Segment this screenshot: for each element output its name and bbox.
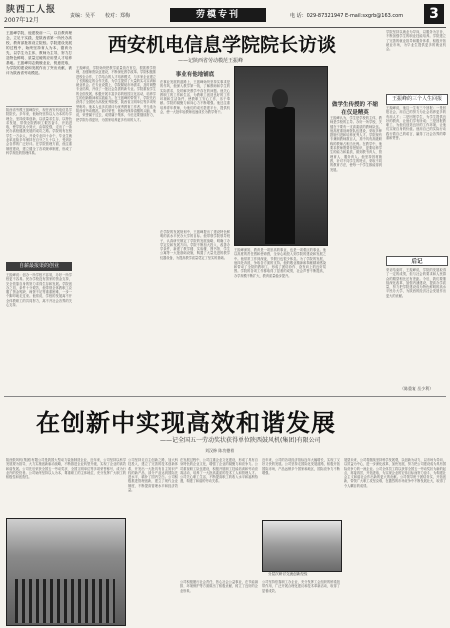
issue-date: 2007年12月 [4, 17, 39, 24]
bottom-text-col2: 公司坚持走自主创新之路，加大科技投入，建立了完善的技术创新体系，开发出一大批具有自主知识产权的新产品，部分产品达到国际先进水平，填补了国内空白。公司积极推进管理创新，建立了现代企业制度，不断提高管理水平和经济效益。 [128, 458, 178, 493]
person-figure [265, 107, 295, 244]
body-text-col3: 在事业发展的道路上，王振峰始终坚持实事求是的作风，他深入教学第一线，了解教师和学生的实际需求，及时解决教学中存在的问题。他关心教职工的工作和生活，为教职工创造良好的工作环境和生活条件，使教职工安心工作，乐于奉献。学院的凝聚力和向心力不断增强。他还注重培养青年教师，为他们的成长搭建平台，提供机会，使一大批年轻教师迅速成长为教学骨干。 [160, 80, 230, 115]
body-text-col6: 学院坚持以就业为导向，以服务为宗旨，不断加强学生的职业技能培养。学院建立了完善的就业指导和服务体系，积极开拓就业市场，为毕业生提供更多的就业机会。 [386, 30, 446, 52]
section-divider [4, 396, 446, 397]
section-heading-postscript: 后记 [386, 256, 448, 266]
photo-caption: 分层次研讨交流创新经验 [268, 572, 308, 576]
editor-info [70, 12, 140, 19]
bottom-article-subtitle: ——记全国五一劳动奖状获得单位陕西鼓风机(集团)有限公司 [160, 437, 321, 444]
article-author: （陈重复 岳少利） [400, 386, 434, 391]
bottom-text-col3b: 公司积极履行社会责任，热心社会公益事业，在节能减排、环境保护等方面做出了积极贡献，树立了良好的企业形象。 [180, 580, 258, 593]
editor: 责编：吴平 [70, 13, 96, 19]
bottom-article-byline: 刘汉修 陈功德着 [205, 448, 235, 453]
bottom-text-col3: 在发展过程中，公司注重企业文化建设，形成了具有自身特色的企业文化，增强了企业的凝聚力和竞争力。公司重视职工队伍建设，积极开展职工技能培训和劳动竞赛活动，培养了一大批高素质的技术工人和管理人才。公司关心职工生活，不断提高职工的收入水平和福利待遇，构建了和谐的劳动关系。 [180, 458, 258, 484]
page-number: 3 [424, 4, 444, 24]
body-text-col5: 王振峰认为，学生是学校的主体，教师是学校的主导。办好一所学校，关键在于要有一支高素质的教师队伍。他高度重视师资队伍建设，采取多种措施引进和培养优秀人才。学院现有专兼职教师数百人，其中具有高级职称的教师占相当比例。在教学中，他要求教师既要传授知识，更要培养学生的能力和素质，做到教书育人、管理育人、服务育人。他坚持因材施教，针对不同学生的特点，采取不同的教育方法，使每一个学生都能得到发展。 [330, 116, 382, 172]
body-text-col1b: 王振峰说：创办一所学校不容易，办好一所学校更不容易。民办学校没有国家的资金支持，完全依靠自身的努力求得生存和发展。学院创办之初，条件十分艰苦，他带领全体教职工克服了资金短缺、师资不足等重重困难，一步一个脚印地走过来。他常说，学校的发展离不开全体教职工的共同努力，离不开社会各界的关心支持。 [6, 273, 72, 308]
section-title: 劳模专刊 [170, 8, 266, 22]
bottom-text-col4b: 公司坚持依靠职工办企业，充分发挥工会组织的桥梁纽带作用，广泛开展合理化建议和技术革新活动，取得了显著成效。 [262, 580, 340, 593]
section-heading-teaching: 做学生传授的 不缩在仅是精英 [332, 102, 378, 116]
bottom-text-col1: 陕西鼓风机(集团)有限公司是我国大型动力装备制造企业，近年来，公司坚持以科学发展观为指导，大力实施创新驱动战略，不断推进企业转型升级，实现了企业的高效和谐发展。公司先后荣获全国五一劳动奖状、全国文明单位等多项荣誉称号，成为行业内的佼佼者。公司始终坚持以人为本，尊重职工的主体地位，充分发挥广大职工的积极性和创造性。 [6, 458, 126, 480]
header-rule [4, 27, 446, 28]
page-header [0, 0, 450, 34]
intro-paragraph: 王振峰学院，他建校前一二，以自教育理念，立足于实践，是陕西省第一所民办高校，教育部批准设立院校。学院建设发展的过程中，始终坚持育人为本，德育为先，以学生为主体，教师为主导，努力打造特色鲜明、质量过硬的应用型人才培养基地。王振峰同志兢兢业业，锐意进取，为学院的建设和发展作出了突出贡献，被评为陕西省劳动模范。 [6, 31, 72, 107]
factory-photo [6, 518, 126, 626]
body-text-col3b: 在学院的发展规划中，王振峰提出了建设特色鲜明的高水平民办大学的目标。他带领学院领导班子，认真研究制定了学院的发展战略，明确了办学定位和发展方向。学院不断加大投入，改善办学条件，新建了教学楼、实验楼、图书馆、学生公寓等一大批基础设施，购置了大量先进的教学仪器设备，为提高教学质量奠定了坚实的基础。 [160, 230, 230, 260]
body-text-col2: 王振峰说，学院始终把教学质量放在首位，狠抓教学管理，加强师资队伍建设，不断深化教学改革。学院积极推进校企合作，工学结合的人才培养模式，与多家企业建立了长期稳定的合作关系，为学生提供了大量的实习实训和就业机会。在专业设置上，学院紧贴市场需求，及时调整专业结构，开设了一批社会急需的新专业。学院重视学生的全面发展，积极开展丰富多彩的校园文化活动，培养学生的创新精神和实践能力。在王振峰的带领下，学院先后获得了全国民办高校优秀院校、陕西省文明单位等多项荣誉称号。他本人也多次被评为优秀教育工作者，并当选为陕西省劳动模范。面对荣誉，他始终保持清醒的头脑，他说，荣誉属于过去，成绩属于集体，今后还要继续努力，把学院办得更好，为国家培养更多有用的人才。 [76, 66, 156, 122]
section-heading-career: 事业有他地铺底 [175, 72, 215, 78]
body-text-col6b: 王振峰说，他这一生有三个回报：一是回报社会，用自己的努力为社会培养更多的有用人才；二是回报学生，为学生提供良好的教育，让他们学有所成；三是回报教职工，为他们创造良好的工作环境，让他们实现自身的价值。他用自己的实际行动践行着自己的诺言，赢得了社会各界的尊重和赞誉。 [386, 106, 446, 141]
proofreader: 校对：郑梅 [105, 13, 131, 19]
section-heading-three: 王振峰的三个人生回报 [386, 94, 448, 105]
person-head [272, 89, 288, 109]
workers-rows [15, 579, 115, 623]
contact-info: 电 话：029-87321947 E-mail:sxgrb@163.com [290, 13, 404, 19]
section-heading-venture: 自薪最报渠的创业 [6, 262, 72, 271]
meeting-photo [262, 520, 342, 572]
body-text-col1: 陕西省劳模王振峰院长，现任西安机电信息学院院长。多年来，他始终坚持以人为本的办学理念，坚持改革创新，以质量求生存，以特色求发展，带领全院教职工艰苦奋斗，开拓进取，使学院从小到大、由弱变强，走出了一条民办高校健康发展的成功之路。学院现有在校学生一万余人，开设专业四十余个，毕业生就业率连续多年保持在百分之九十以上，受到社会各界的广泛好评。在学院管理方面，他注重制度建设，建立健全了各项规章制度，形成了科学规范的管理体系。 [6, 108, 72, 155]
bottom-article-title: 在创新中实现高效和谐发展 [36, 408, 336, 437]
body-text-col4: 王振峰深知，教育是一项崇高的事业，也是一项艰巨的事业。他以高度的责任感和使命感，全身心地投入到学院的建设和发展之中。他常常工作到深夜，节假日也很少休息。为了学院的发展，他四处奔波，争取各方面的支持。他的敬业精神和奉献精神感染和带动了全院的教职工，形成了团结协作、奋发向上的良好氛围。学院的各项工作都取得了显著的成绩，社会声誉不断提高，办学规模不断扩大，教育质量稳步提升。 [234, 248, 326, 278]
body-text-col6c: 采访结束时，王振峰说，学院的发展取得了一定的成绩，但与社会的要求和人民群众的期望相比还有差距。今后，我们要继续深化改革，加强内涵建设，提高办学质量，努力把学院建设成为特色鲜明的高水平民办大学，为陕西的经济社会发展作出更大的贡献。 [386, 268, 446, 298]
masthead: 陕西工人报 [6, 5, 57, 15]
portrait-photo [234, 66, 328, 246]
bottom-text-col4: 近年来，公司的各项经济指标连年大幅增长，实现了又好又快的发展。公司坚持走国际化发展道路，积极开拓国际市场，产品远销多个国家和地区，国际竞争力不断增强。 [262, 458, 340, 475]
article-subtitle: ——记陕西省劳动模范王振峰 [178, 58, 244, 64]
article-title: 西安机电信息学院院长访谈 [108, 34, 337, 56]
bottom-text-col5: 展望未来，公司将继续坚持科学发展观，以创新为动力，以市场为导向，以效益为中心，进一步深化改革，加快发展，努力把公司建设成为具有国际竞争力的一流企业。公司全体员工将以获得全国五一劳动奖状为新的起点，再接再厉，开拓进取，为实现企业的宏伟目标而努力奋斗，为构建社会主义和谐社会作出新的更大的贡献。公司领导班子团结务实，开拓创新，带领广大职工攻坚克难，在激烈的市场竞争中不断发展壮大，取得了令人瞩目的成绩。 [344, 458, 446, 488]
